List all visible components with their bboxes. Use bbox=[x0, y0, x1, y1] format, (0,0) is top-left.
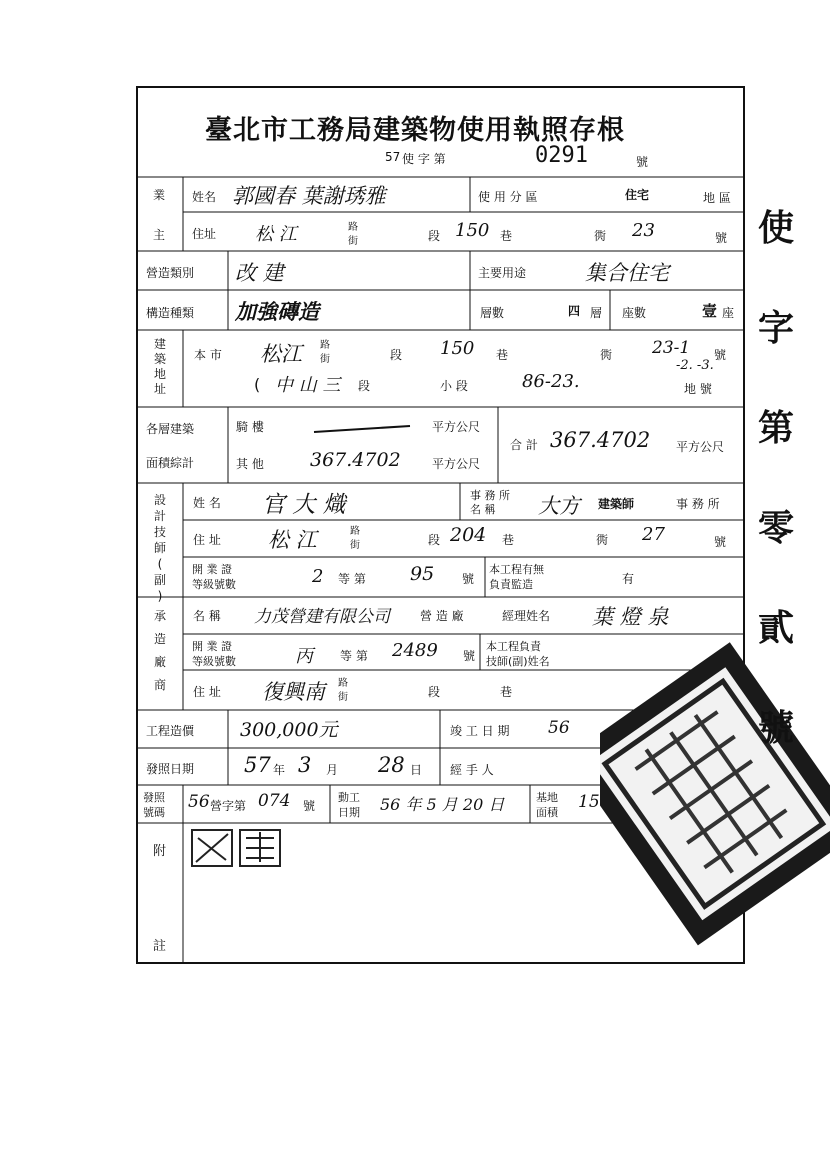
notes-bottom: 註 bbox=[153, 939, 167, 954]
arcade-label: 騎 樓 bbox=[236, 420, 264, 434]
site-hao: 號 bbox=[714, 348, 727, 362]
margin-char: 使 bbox=[758, 208, 795, 249]
designer-name-label: 姓 名 bbox=[193, 496, 221, 510]
site-alley-value: 23-1 bbox=[652, 338, 691, 358]
site-road: 路 bbox=[320, 340, 330, 351]
structure-value: 加強磚造 bbox=[235, 299, 319, 324]
vertical-label-char: 師 bbox=[153, 541, 166, 555]
vertical-label-char: 技 bbox=[153, 525, 166, 539]
owner-name-label: 姓名 bbox=[192, 190, 217, 204]
designer-lic-grade: 2 bbox=[312, 566, 324, 587]
vertical-label-char: ) bbox=[157, 589, 163, 603]
office-label-2: 名 稱 bbox=[470, 503, 496, 516]
designer-street: 街 bbox=[350, 540, 360, 551]
permit-number: 0291 bbox=[535, 143, 588, 168]
margin-char: 字 bbox=[758, 308, 795, 349]
site-lane: 巷 bbox=[496, 348, 509, 362]
margin-permit-chars bbox=[758, 200, 808, 800]
contractor-lane: 巷 bbox=[500, 685, 513, 699]
other-value: 367.4702 bbox=[310, 449, 401, 471]
site-lane-value: 150 bbox=[440, 338, 475, 359]
vertical-label-char: 築 bbox=[153, 352, 166, 366]
perm-mid: 營字第 bbox=[210, 799, 247, 813]
perm-suffix: 號 bbox=[303, 799, 316, 813]
completion-value: 56 bbox=[548, 718, 570, 738]
base-value: 15 bbox=[578, 792, 600, 812]
contractor-name: 力茂營建有限公司 bbox=[254, 607, 390, 627]
office-suffix: 事 務 所 bbox=[676, 497, 720, 511]
designer-lic-suffix: 號 bbox=[462, 572, 475, 586]
issue-date-label: 發照日期 bbox=[146, 762, 195, 776]
perm-label-2: 號碼 bbox=[143, 806, 165, 819]
total-value: 367.4702 bbox=[550, 428, 651, 452]
designer-alley-value: 27 bbox=[642, 524, 665, 545]
seal-stamps bbox=[188, 826, 288, 870]
site-section-value: 中 山 三 bbox=[275, 375, 341, 396]
designer-hao: 號 bbox=[714, 535, 727, 549]
designer-duan: 段 bbox=[428, 533, 441, 547]
issue-year-unit: 年 bbox=[273, 763, 286, 777]
margin-char: 第 bbox=[758, 408, 795, 449]
contractor-road: 路 bbox=[338, 678, 348, 689]
issue-day: 28 bbox=[378, 753, 405, 777]
designer-lic-label-1: 開 業 證 bbox=[192, 563, 232, 576]
margin-char: 號 bbox=[758, 708, 795, 749]
tech-label-2: 技師(副)姓名 bbox=[486, 655, 550, 668]
resp-label-1: 本工程有無 bbox=[489, 563, 544, 576]
floors-unit: 層 bbox=[590, 306, 603, 320]
form-title: 臺北市工務局建築物使用執照存根 bbox=[205, 115, 625, 146]
bldg-label: 座數 bbox=[622, 306, 647, 320]
owner-addr-label: 住址 bbox=[192, 227, 217, 241]
vertical-label-char: 計 bbox=[153, 509, 166, 523]
contractor-name-label: 名 稱 bbox=[193, 609, 221, 623]
designer-road: 路 bbox=[350, 526, 360, 537]
designer-lane-value: 204 bbox=[450, 524, 487, 546]
contractor-group-label bbox=[153, 605, 167, 697]
vertical-label-char: 商 bbox=[153, 678, 166, 692]
tech-label-1: 本工程負責 bbox=[486, 640, 541, 653]
owner-street: 街 bbox=[348, 236, 358, 247]
contractor-lic-no: 2489 bbox=[392, 640, 438, 661]
build-type-value: 改 建 bbox=[235, 261, 284, 285]
bldg-unit: 座 bbox=[722, 306, 735, 320]
site-extra: -2. -3. bbox=[676, 358, 714, 373]
vertical-label-char: 設 bbox=[153, 493, 166, 507]
site-lot-label: 地 號 bbox=[684, 382, 712, 396]
issue-month: 3 bbox=[298, 753, 312, 777]
area-label-1: 各層建築 bbox=[146, 422, 195, 436]
contractor-lic-label-1: 開 業 證 bbox=[192, 640, 232, 653]
issue-year: 57 bbox=[244, 753, 271, 777]
site-alley: 衖 bbox=[600, 348, 613, 362]
total-label: 合 計 bbox=[510, 438, 538, 452]
manager-value: 葉 燈 泉 bbox=[592, 605, 669, 629]
permit-label: 使 字 第 bbox=[402, 152, 446, 166]
vertical-label-char: 廠 bbox=[153, 655, 166, 669]
contractor-name-suffix: 營 造 廠 bbox=[420, 609, 464, 623]
manager-label: 經理姓名 bbox=[502, 609, 551, 623]
contractor-lic-label-2: 等級號數 bbox=[192, 655, 236, 668]
designer-alley: 衖 bbox=[596, 533, 609, 547]
vertical-label-char: 承 bbox=[153, 609, 166, 623]
base-label-1: 基地 bbox=[536, 791, 558, 804]
bldg-value: 壹 bbox=[702, 302, 718, 320]
contractor-addr-street: 復興南 bbox=[262, 680, 325, 704]
notes-top: 附 bbox=[153, 844, 167, 859]
owner-addr-street: 松 江 bbox=[255, 224, 297, 245]
perm-label-1: 發照 bbox=[143, 791, 165, 804]
permit-suffix: 號 bbox=[636, 155, 649, 169]
contractor-lic-mid: 等 第 bbox=[340, 649, 368, 663]
zone-value: 住宅 bbox=[625, 188, 650, 202]
designer-addr-label: 住 址 bbox=[193, 533, 221, 547]
floors-label: 層數 bbox=[480, 306, 505, 320]
other-label: 其 他 bbox=[236, 457, 264, 471]
office-kind: 建築師 bbox=[598, 497, 635, 511]
site-lot-value: 86-23. bbox=[522, 371, 580, 392]
vertical-label-char: 建 bbox=[153, 337, 166, 351]
owner-name: 郭國春 葉謝琇雅 bbox=[232, 184, 386, 208]
issue-day-unit: 日 bbox=[410, 763, 423, 777]
site-paren: ( bbox=[254, 375, 261, 394]
contractor-addr-label: 住 址 bbox=[193, 685, 221, 699]
completion-label: 竣 工 日 期 bbox=[450, 724, 510, 738]
owner-alley-value: 23 bbox=[632, 220, 655, 241]
site-section-label: 段 bbox=[358, 379, 371, 393]
owner-group-top: 業 bbox=[153, 188, 166, 202]
contractor-lic-suffix: 號 bbox=[463, 649, 476, 663]
designer-lic-mid: 等 第 bbox=[338, 572, 366, 586]
other-unit: 平方公尺 bbox=[432, 457, 481, 471]
arcade-unit: 平方公尺 bbox=[432, 420, 481, 434]
start-label-2: 日期 bbox=[338, 806, 360, 819]
margin-char: 零 bbox=[758, 508, 795, 549]
start-value: 56 年 5 月 20 日 bbox=[380, 795, 505, 814]
total-unit: 平方公尺 bbox=[676, 440, 725, 454]
start-label-1: 動工 bbox=[338, 791, 360, 804]
vertical-label-char: ( bbox=[157, 557, 163, 571]
perm-no: 074 bbox=[258, 791, 291, 811]
zone-label: 使 用 分 區 bbox=[478, 190, 538, 204]
base-label-2: 面積 bbox=[536, 806, 558, 819]
area-label-2: 面積綜計 bbox=[146, 456, 195, 470]
owner-alley: 衖 bbox=[594, 229, 607, 243]
resp-value: 有 bbox=[622, 572, 635, 586]
owner-lane-value: 150 bbox=[455, 220, 490, 241]
perm-year: 56 bbox=[188, 792, 210, 812]
cost-value: 300,000元 bbox=[240, 719, 338, 741]
designer-name: 官 大 熾 bbox=[262, 492, 346, 518]
contractor-duan: 段 bbox=[428, 685, 441, 699]
contractor-lic-grade: 丙 bbox=[295, 646, 313, 667]
site-sub-label: 小 段 bbox=[440, 379, 468, 393]
vertical-label-char: 地 bbox=[153, 367, 166, 381]
owner-hao: 號 bbox=[715, 231, 728, 245]
owner-group-bottom: 主 bbox=[153, 228, 166, 242]
office-label-1: 事 務 所 bbox=[470, 489, 510, 502]
office-value: 大方 bbox=[538, 494, 580, 518]
designer-group-label bbox=[153, 492, 167, 604]
cost-label: 工程造價 bbox=[146, 724, 195, 738]
floors-value: 四 bbox=[568, 304, 581, 318]
site-duan: 段 bbox=[390, 348, 403, 362]
main-use-label: 主要用途 bbox=[478, 266, 527, 280]
resp-label-2: 負責監造 bbox=[489, 578, 533, 591]
designer-lane: 巷 bbox=[502, 533, 515, 547]
issue-month-unit: 月 bbox=[326, 763, 339, 777]
structure-label: 構造種類 bbox=[146, 306, 195, 320]
site-street-value: 松江 bbox=[260, 342, 302, 366]
zone-suffix: 地 區 bbox=[703, 191, 731, 205]
designer-addr-street: 松 江 bbox=[268, 528, 317, 552]
vertical-label-char: 副 bbox=[153, 573, 166, 587]
site-city: 本 市 bbox=[194, 348, 222, 362]
owner-road: 路 bbox=[348, 222, 358, 233]
permit-year: 57 bbox=[385, 150, 401, 164]
vertical-label-char: 造 bbox=[153, 632, 166, 646]
owner-duan: 段 bbox=[428, 229, 441, 243]
main-use-value: 集合住宅 bbox=[585, 261, 669, 285]
handler-label: 經 手 人 bbox=[450, 763, 494, 777]
margin-char: 貳 bbox=[758, 608, 795, 649]
arcade-dash bbox=[310, 418, 420, 438]
site-street: 街 bbox=[320, 354, 330, 365]
contractor-street: 街 bbox=[338, 692, 348, 703]
build-type-label: 營造類別 bbox=[146, 266, 195, 280]
site-label bbox=[153, 337, 167, 397]
designer-lic-no: 95 bbox=[410, 563, 435, 585]
owner-lane: 巷 bbox=[500, 229, 513, 243]
designer-lic-label-2: 等級號數 bbox=[192, 578, 236, 591]
vertical-label-char: 址 bbox=[153, 382, 166, 396]
